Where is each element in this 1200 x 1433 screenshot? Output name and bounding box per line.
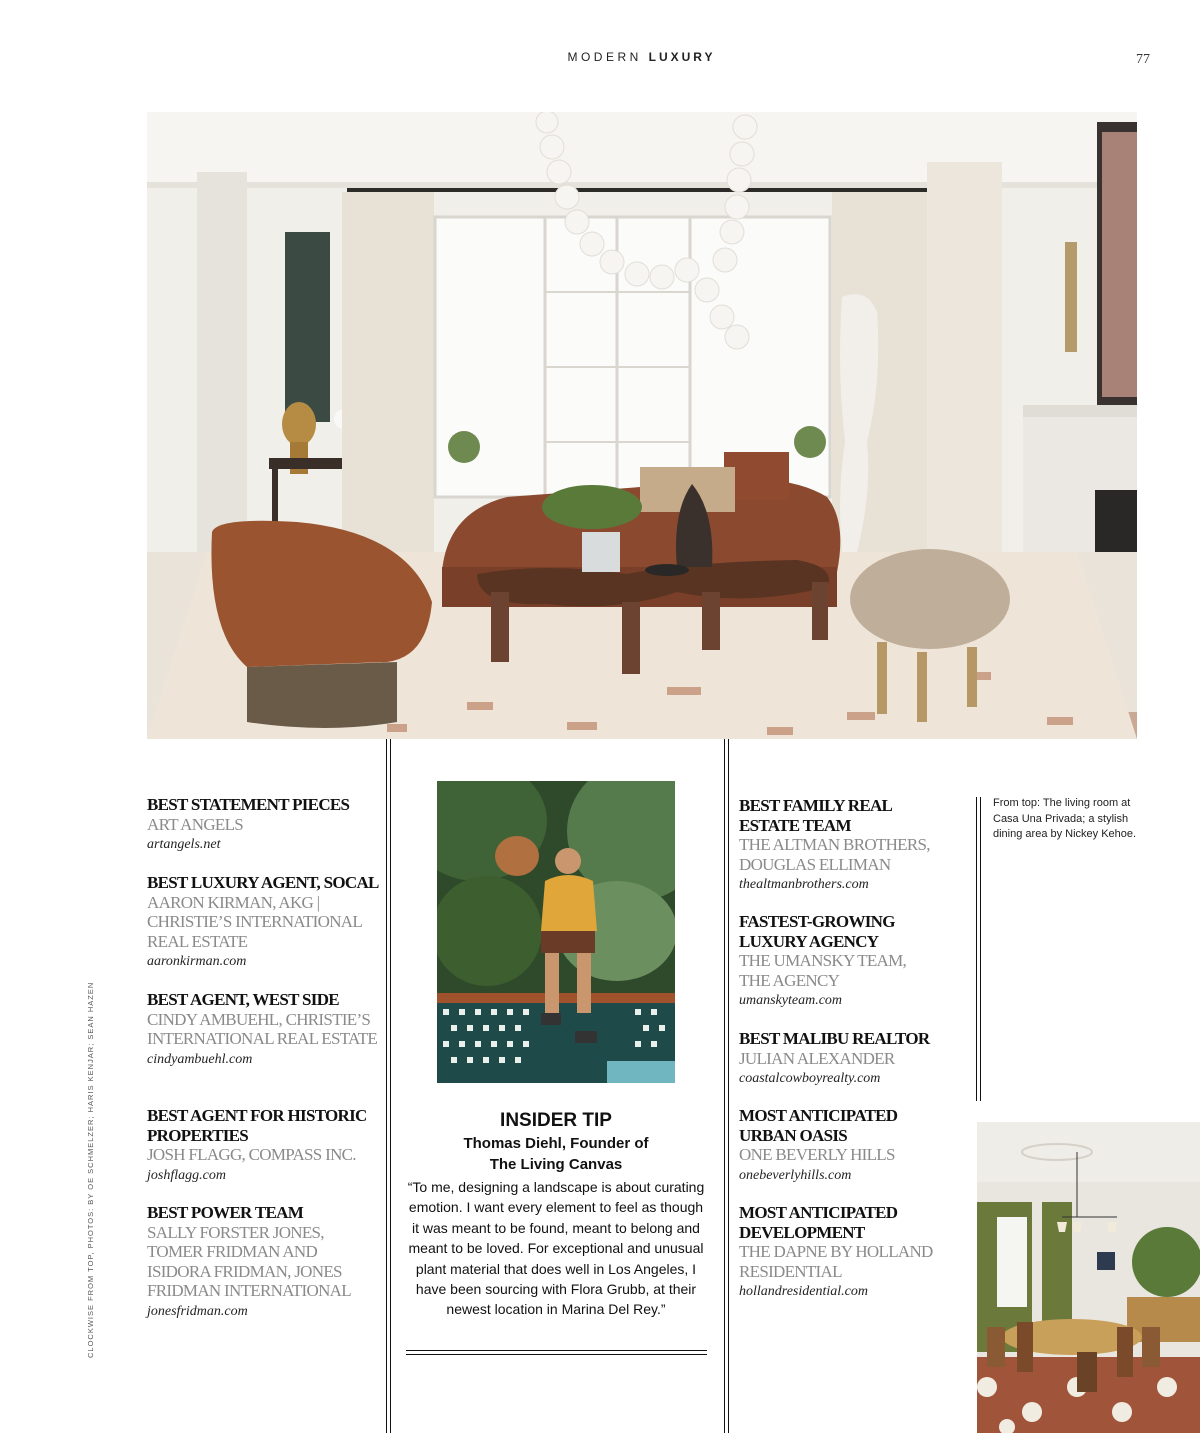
list-item [147, 990, 382, 1071]
list-item [739, 796, 974, 896]
award-category: BEST FAMILY REAL ESTATE TEAM [739, 796, 892, 835]
insider-tip [404, 1109, 708, 1320]
masthead-light: MODERN [567, 50, 642, 64]
list-item [739, 1029, 974, 1090]
insider-tip-name: Thomas Diehl, Founder of The Living Canvas [463, 1135, 649, 1173]
caption-rule-1 [976, 797, 977, 1101]
tip-rule-1 [406, 1350, 707, 1351]
award-website[interactable]: thealtmanbrothers.com [739, 877, 869, 892]
list-item [147, 873, 382, 973]
award-website[interactable]: jonesfridman.com [147, 1303, 248, 1319]
masthead [0, 50, 1200, 64]
award-website[interactable]: cindyambuehl.com [147, 1051, 253, 1067]
column-rule-4 [728, 739, 729, 1433]
insider-tip-quote: “To me, designing a landscape is about curating emotion. I want every element to feel as though it was meant to be found, meant to belong and meant to be loved. For exceptional and unusual plant material that does well in Los Angeles, I have been sourcing with Flora Grubb, at their newest location in Marina Del Rey.” [407, 1179, 705, 1318]
award-winner: THE ALTMAN BROTHERS, DOUGLAS ELLIMAN [739, 835, 930, 874]
column-rule-2 [390, 739, 391, 1433]
award-category: BEST AGENT FOR HISTORIC PROPERTIES [147, 1106, 367, 1145]
award-category: BEST MALIBU REALTOR [739, 1029, 930, 1048]
living-room-photo [147, 112, 1137, 739]
masthead-bold: LUXURY [648, 50, 716, 64]
award-category: FASTEST-GROWING LUXURY AGENCY [739, 912, 895, 951]
award-website[interactable]: coastalcowboyrealty.com [739, 1071, 881, 1086]
award-winner: THE UMANSKY TEAM, THE AGENCY [739, 951, 907, 990]
award-category: BEST LUXURY AGENT, SOCAL [147, 873, 379, 892]
award-winner: ONE BEVERLY HILLS [739, 1145, 895, 1164]
award-website[interactable]: onebeverlyhills.com [739, 1167, 852, 1183]
award-website[interactable]: joshflagg.com [147, 1167, 226, 1183]
photo-caption: From top: The living room at Casa Una Privada; a stylish dining area by Nickey Kehoe. [993, 797, 1137, 840]
award-winner: CINDY AMBUEHL, CHRISTIE’S INTERNATIONAL REAL ESTATE [147, 1009, 378, 1048]
award-website[interactable]: aaronkirman.com [147, 954, 247, 969]
award-winner: SALLY FORSTER JONES, TOMER FRIDMAN AND ISIDORA FRIDMAN, JONES FRIDMAN INTERNATIONAL [147, 1222, 351, 1300]
list-item [739, 1203, 974, 1303]
award-category: BEST POWER TEAM [147, 1203, 304, 1222]
column-rule-1 [386, 739, 387, 1433]
insider-tip-title: INSIDER TIP [500, 1110, 612, 1131]
list-item [739, 912, 974, 1012]
award-winner: JOSH FLAGG, COMPASS INC. [147, 1145, 356, 1164]
award-category: MOST ANTICIPATED URBAN OASIS [739, 1106, 898, 1145]
list-item [147, 1203, 382, 1323]
award-winner: JULIAN ALEXANDER [739, 1048, 895, 1068]
dining-room-photo [977, 1122, 1200, 1433]
tip-rule-2 [406, 1354, 707, 1355]
award-website[interactable]: hollandresidential.com [739, 1284, 868, 1299]
award-website[interactable]: umanskyteam.com [739, 993, 843, 1008]
page-number: 77 [1136, 52, 1150, 67]
award-category: BEST STATEMENT PIECES [147, 795, 350, 814]
thomas-diehl-photo [437, 781, 675, 1083]
award-category: MOST ANTICIPATED DEVELOPMENT [739, 1203, 898, 1242]
photo-credit: CLOCKWISE FROM TOP, PHOTOS: BY OE SCHMELZER; HARIS KENJAR; SEAN HAZEN [86, 981, 95, 1358]
list-item [147, 1106, 382, 1187]
list-item [147, 795, 382, 856]
caption-rule-2 [980, 797, 981, 1101]
award-winner: ART ANGELS [147, 814, 244, 834]
award-website[interactable]: artangels.net [147, 837, 221, 852]
award-winner: AARON KIRMAN, AKG | CHRISTIE’S INTERNATIONAL REAL ESTATE [147, 892, 362, 951]
column-rule-3 [724, 739, 725, 1433]
award-winner: THE DAPNE BY HOLLAND RESIDENTIAL [739, 1242, 933, 1281]
award-category: BEST AGENT, WEST SIDE [147, 990, 339, 1009]
list-item [739, 1106, 974, 1187]
